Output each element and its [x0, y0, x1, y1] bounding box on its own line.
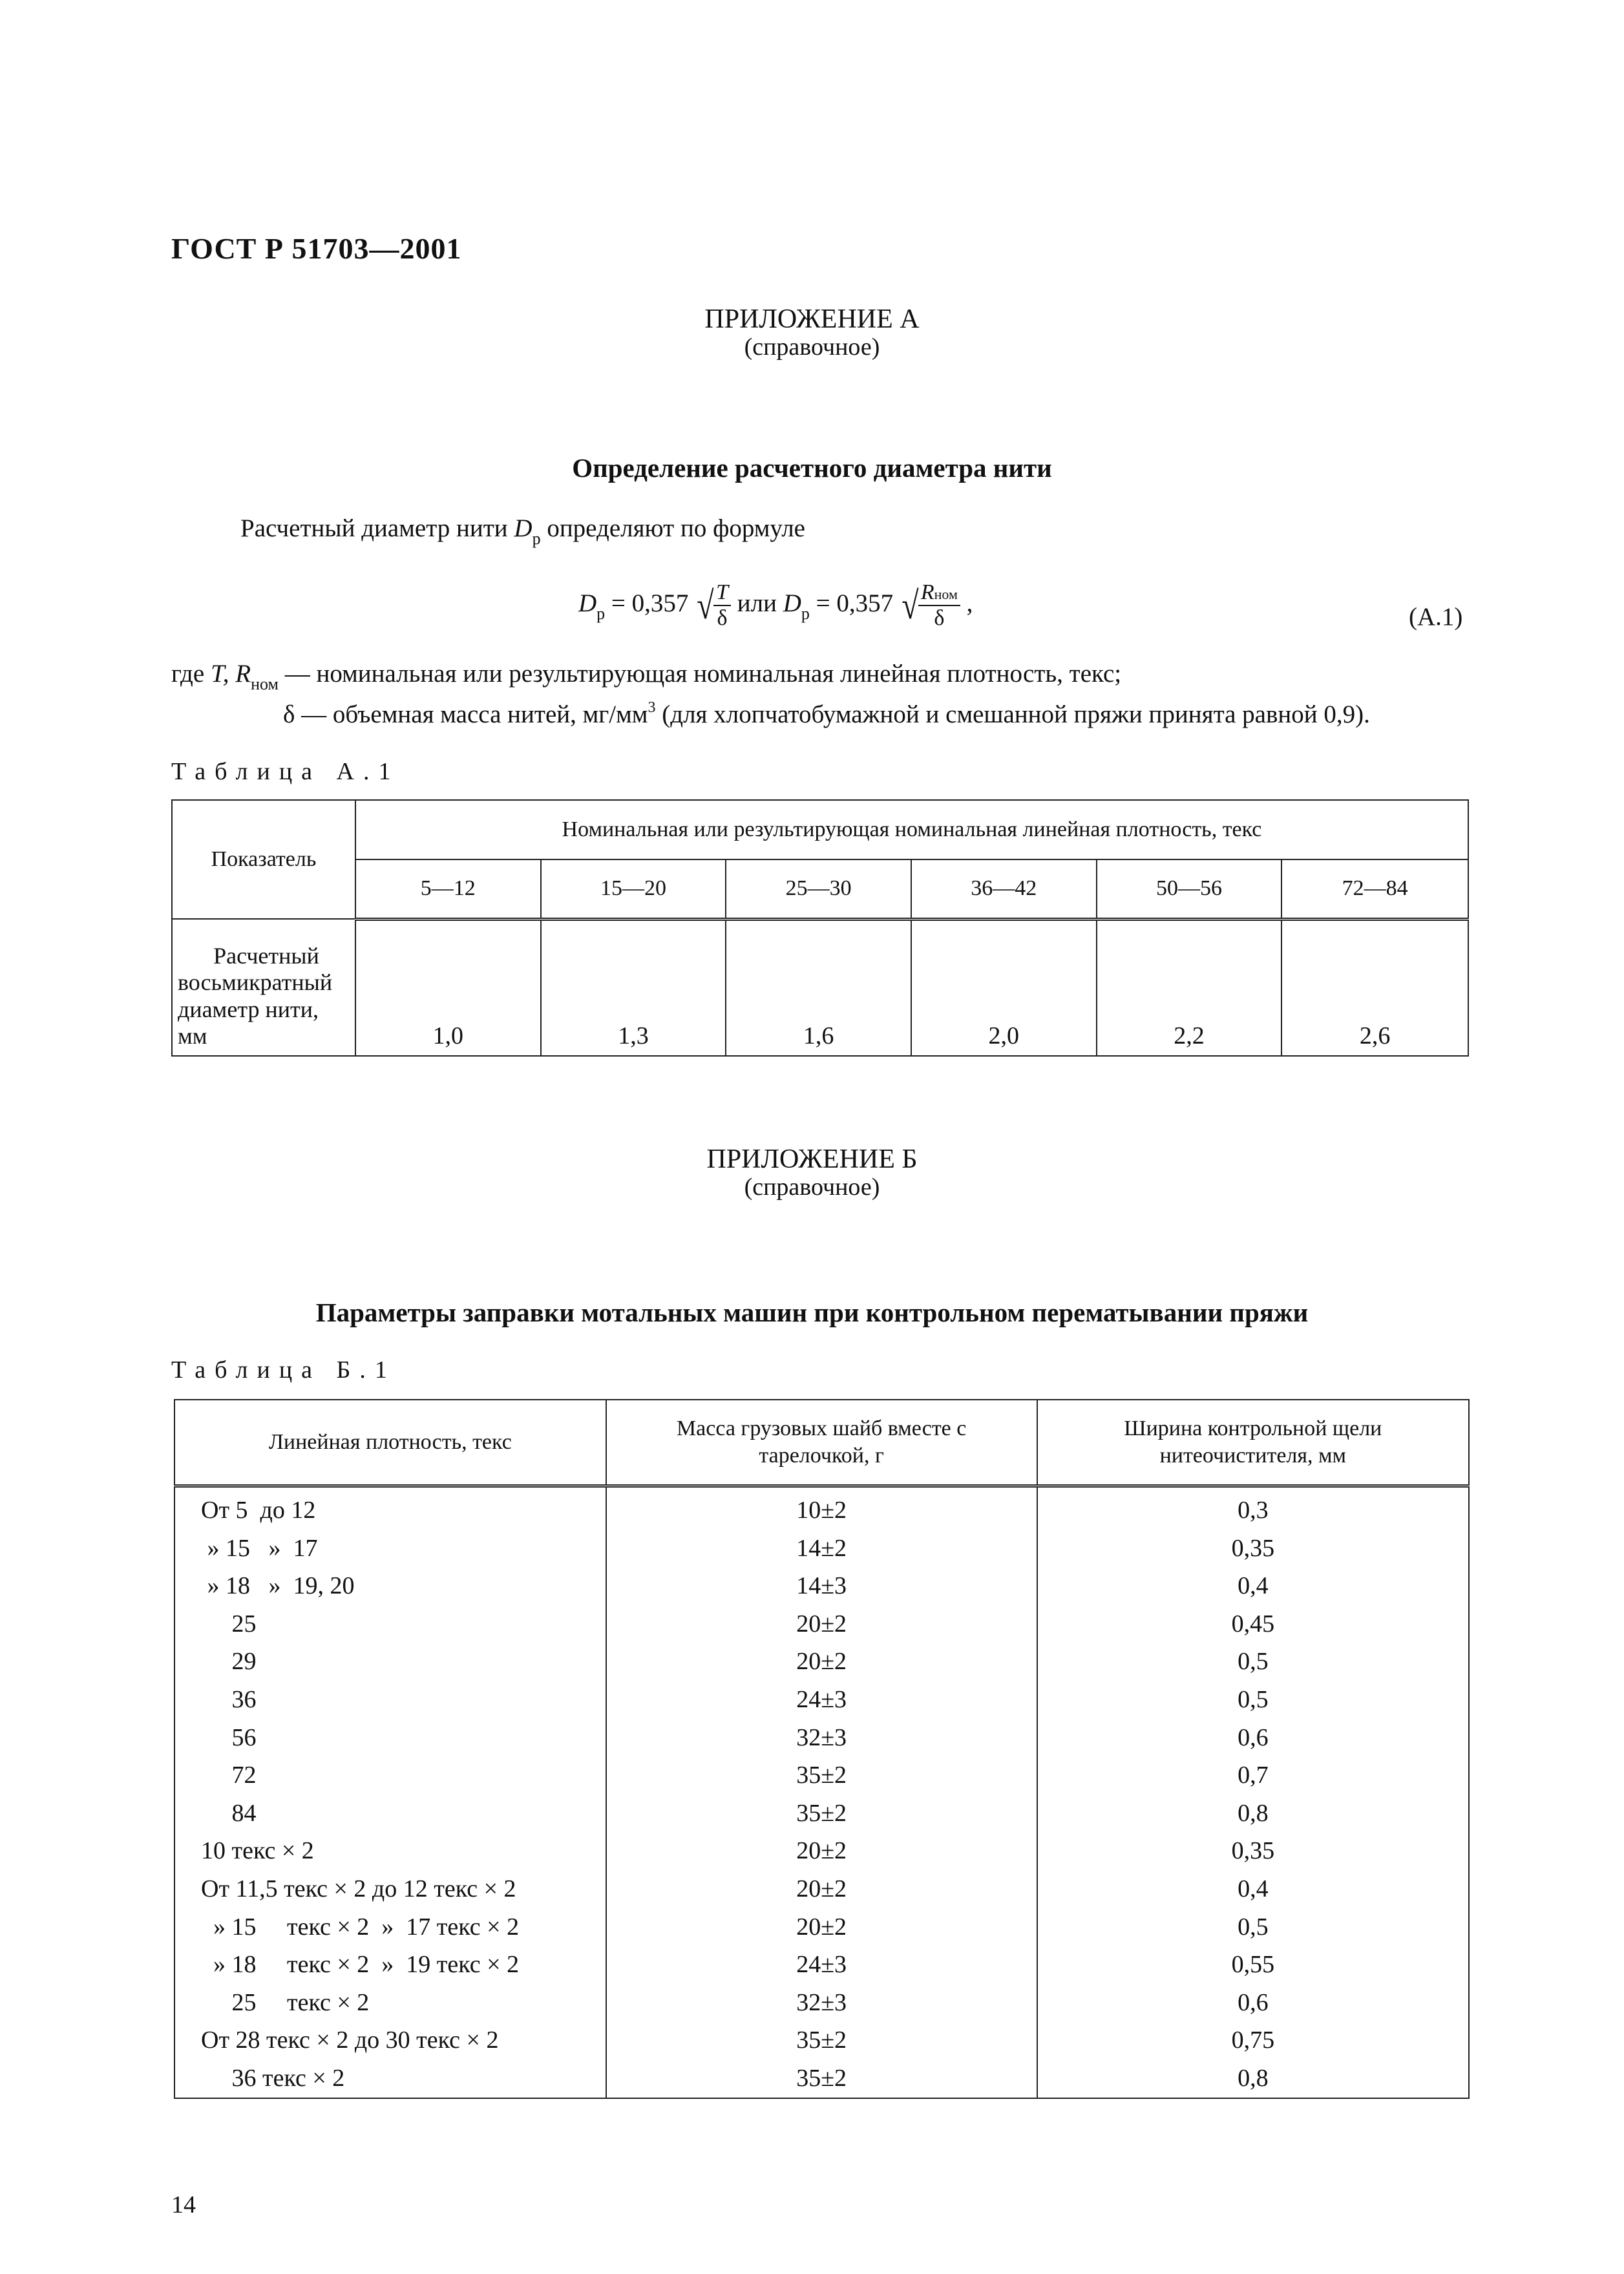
cell-slot-width: 0,4	[1037, 1567, 1469, 1605]
table-a1-range: 5—12	[355, 859, 541, 919]
table-b1-header-mass: Масса грузовых шайб вместе с тарелочкой, г	[606, 1400, 1037, 1486]
cell-mass: 32±3	[606, 1984, 1037, 2022]
cell-slot-width: 0,75	[1037, 2021, 1469, 2059]
table-a1-range: 36—42	[911, 859, 1097, 919]
cell-density: » 18 текс × 2 » 19 текс × 2	[174, 1946, 606, 1984]
table-a1-row-header: Показатель	[172, 800, 355, 919]
appendix-a-subtitle: (справочное)	[744, 333, 880, 361]
cell-density: 72	[174, 1756, 606, 1795]
cell-density: » 15 » 17	[174, 1530, 606, 1568]
table-b1-header-density: Линейная плотность, текс	[174, 1400, 606, 1486]
cell-slot-width: 0,6	[1037, 1719, 1469, 1757]
standard-code: ГОСТ Р 51703—2001	[171, 232, 462, 265]
page-number: 14	[171, 2191, 196, 2218]
cell-mass: 24±3	[606, 1946, 1037, 1984]
formula-number: (А.1)	[1409, 603, 1463, 631]
table-row	[174, 2059, 1469, 2098]
cell-density: 36 текс × 2	[174, 2059, 606, 2098]
cell-density: » 18 » 19, 20	[174, 1567, 606, 1605]
cell-mass: 24±3	[606, 1681, 1037, 1719]
cell-slot-width: 0,8	[1037, 2059, 1469, 2098]
where-line-1: где T, $R_{ном}$ — номинальная или результирующая номинальная линейная плотность, текс;	[171, 660, 1122, 693]
cell-slot-width: 0,5	[1037, 1681, 1469, 1719]
cell-slot-width: 0,7	[1037, 1756, 1469, 1795]
cell-slot-width: 0,35	[1037, 1832, 1469, 1870]
cell-slot-width: 0,6	[1037, 1984, 1469, 2022]
cell-mass: 20±2	[606, 1832, 1037, 1870]
table-row	[174, 1681, 1469, 1719]
appendix-a-title: ПРИЛОЖЕНИЕ А	[704, 304, 920, 334]
cell-mass: 32±3	[606, 1719, 1037, 1757]
table-a1-label: Таблица А.1	[171, 758, 400, 785]
table-a1-value: 1,0	[355, 919, 541, 1056]
cell-density: От 28 текс × 2 до 30 текс × 2	[174, 2021, 606, 2059]
table-row	[174, 1908, 1469, 1946]
cell-density: 84	[174, 1795, 606, 1833]
table-b1	[174, 1399, 1470, 2099]
cell-density: » 15 текс × 2 » 17 текс × 2	[174, 1908, 606, 1946]
cell-slot-width: 0,5	[1037, 1643, 1469, 1681]
cell-mass: 35±2	[606, 1795, 1037, 1833]
appendix-b-title: ПРИЛОЖЕНИЕ Б	[706, 1144, 918, 1174]
cell-slot-width: 0,4	[1037, 1870, 1469, 1908]
formula-a1: $D_р = 0,357$ √ $\frac{T}{\delta}$ или $D_р = 0,357$ √ $\frac{\text{Rном}}{\delta}$ ,	[578, 580, 973, 630]
cell-density: От 11,5 текс × 2 до 12 текс × 2	[174, 1870, 606, 1908]
cell-mass: 20±2	[606, 1908, 1037, 1946]
cell-mass: 20±2	[606, 1605, 1037, 1643]
table-a1-value: 1,6	[726, 919, 911, 1056]
cell-slot-width: 0,35	[1037, 1530, 1469, 1568]
table-row	[174, 1486, 1469, 1530]
cell-density: 56	[174, 1719, 606, 1757]
table-a1-range: 50—56	[1097, 859, 1282, 919]
appendix-b-subtitle: (справочное)	[744, 1174, 880, 1201]
cell-mass: 20±2	[606, 1870, 1037, 1908]
cell-mass: 20±2	[606, 1643, 1037, 1681]
cell-density: 29	[174, 1643, 606, 1681]
appendix-a-section-title: Определение расчетного диаметра нити	[572, 453, 1052, 483]
table-row	[174, 1984, 1469, 2022]
cell-slot-width: 0,55	[1037, 1946, 1469, 1984]
cell-mass: 14±2	[606, 1530, 1037, 1568]
cell-mass: 35±2	[606, 1756, 1037, 1795]
cell-density: От 5 до 12	[174, 1486, 606, 1530]
cell-mass: 35±2	[606, 2059, 1037, 2098]
table-a1-range: 15—20	[541, 859, 726, 919]
table-row	[174, 1946, 1469, 1984]
table-a1-value: 2,2	[1097, 919, 1282, 1056]
table-row	[174, 1870, 1469, 1908]
cell-mass: 10±2	[606, 1486, 1037, 1530]
table-a1-value: 2,0	[911, 919, 1097, 1056]
table-row	[174, 1795, 1469, 1833]
table-a1-row-label: Расчетный восьмикратный диаметр нити, мм	[172, 919, 355, 1056]
cell-slot-width: 0,45	[1037, 1605, 1469, 1643]
table-a1-range: 25—30	[726, 859, 911, 919]
table-a1-group-header: Номинальная или результирующая номинальная линейная плотность, текс	[355, 800, 1468, 859]
table-row	[174, 1719, 1469, 1757]
appendix-b-section-title: Параметры заправки мотальных машин при контрольном перематывании пряжи	[315, 1298, 1309, 1327]
cell-density: 25	[174, 1605, 606, 1643]
cell-slot-width: 0,8	[1037, 1795, 1469, 1833]
table-row	[174, 1530, 1469, 1568]
cell-density: 25 текс × 2	[174, 1984, 606, 2022]
table-row	[174, 2021, 1469, 2059]
table-a1	[171, 799, 1469, 1057]
cell-slot-width: 0,3	[1037, 1486, 1469, 1530]
cell-density: 10 текс × 2	[174, 1832, 606, 1870]
table-a1-range: 72—84	[1281, 859, 1468, 919]
table-a1-value: 1,3	[541, 919, 726, 1056]
table-b1-header-slot: Ширина контрольной щели нитеочистителя, мм	[1037, 1400, 1469, 1486]
table-b1-label: Таблица Б.1	[171, 1356, 396, 1384]
table-row	[174, 1567, 1469, 1605]
table-a1-value: 2,6	[1281, 919, 1468, 1056]
table-row	[174, 1643, 1469, 1681]
cell-mass: 35±2	[606, 2021, 1037, 2059]
table-row	[174, 1756, 1469, 1795]
intro-paragraph: Расчетный диаметр нити $D_р$ определяют по формуле	[240, 514, 805, 548]
cell-mass: 14±3	[606, 1567, 1037, 1605]
table-row	[174, 1605, 1469, 1643]
where-line-2: δ — объемная масса нитей, $мг/мм^3$ (для хлопчатобумажной и смешанной пряжи принята равной 0,9).	[283, 699, 1370, 728]
cell-density: 36	[174, 1681, 606, 1719]
cell-slot-width: 0,5	[1037, 1908, 1469, 1946]
table-row	[174, 1832, 1469, 1870]
